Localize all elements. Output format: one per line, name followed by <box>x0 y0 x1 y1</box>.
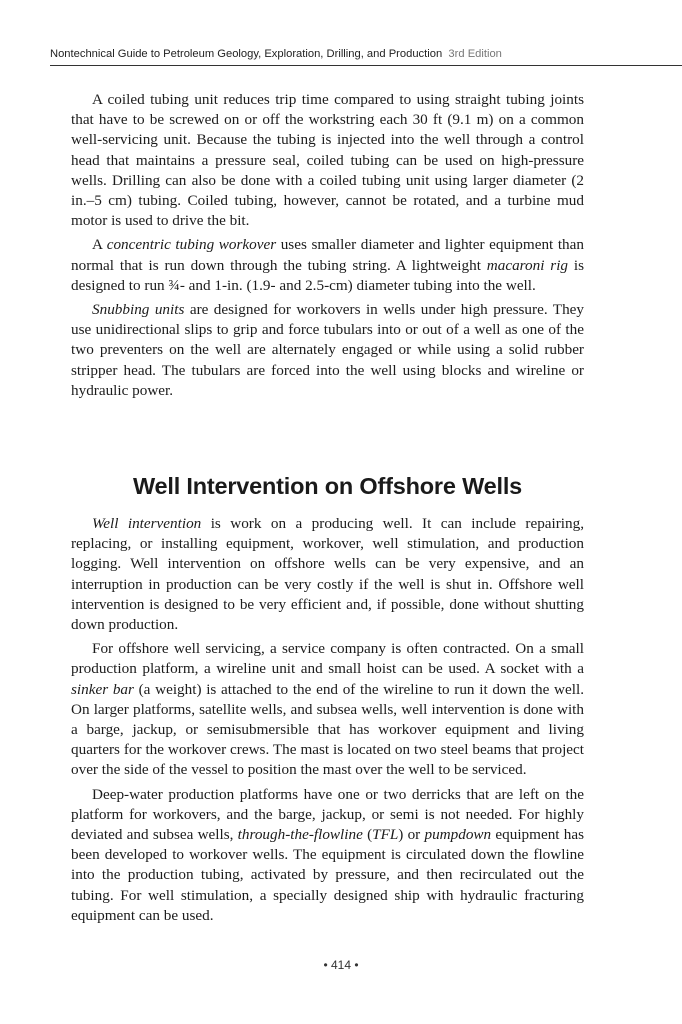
paragraph-coiled-tubing: A coiled tubing unit reduces trip time compared to using straight tubing joints that have to be screwed on or off the workstring each 30 ft (9.1 m) on a common well-servicing unit. Because the tubing is injected into the well through a control head that maintains a pressure seal, coiled tubing can be used on high-pressure wells. Drilling can also be done with a coiled tubing unit using larger diameter (2 in.–5 cm) tubing. Coiled tubing, however, cannot be rotated, and a turbine mud motor is used to drive the bit. <box>71 91 584 230</box>
page-number: • 414 • <box>323 958 359 972</box>
text-run: uses smaller diameter and lighter equipment than normal that is run down through the tubing string. A lightweight <box>71 236 584 274</box>
text-run: (a weight) is attached to the end of the wireline to run it down the well. On larger platforms, satellite wells, and subsea wells, well intervention is done with a barge, jackup, or semisubmersible that has workover equipment and living quarters for the workover crews. The mast is located on two steel beams that project over the side of the vessel to position the mast over the well to be serviced. <box>71 680 585 779</box>
paragraph-concentric-tubing <box>71 235 584 296</box>
italic-term: Well intervention <box>92 515 202 532</box>
section-heading: Well Intervention on Offshore Wells <box>132 473 523 499</box>
italic-term: sinker bar <box>71 680 134 698</box>
italic-term: pumpdown <box>424 826 492 844</box>
running-head-edition: 3rd Edition <box>448 48 502 60</box>
paragraph-well-intervention <box>71 514 584 635</box>
paragraph-offshore-servicing <box>71 639 584 780</box>
paragraph-snubbing-units <box>71 300 584 401</box>
italic-term: TFL <box>372 826 399 844</box>
text-run: ( <box>362 826 373 844</box>
running-head-title: Nontechnical Guide to Petroleum Geology, Exploration, Drilling, and Production <box>50 48 443 60</box>
text-run: ) or <box>398 826 425 844</box>
italic-term: concentric tubing workover <box>106 236 277 254</box>
text-run: are designed for workovers in wells under high pressure. They use unidirectional slips to grip and force tubulars into or out of a well as one of the two preventers on the well are alternately engaged or while using a solid rubber stripper head. The tubulars are forced into the well using blocks and wireline or hydraulic power. <box>71 301 584 399</box>
paragraph-deep-water-platforms <box>71 785 584 926</box>
italic-term: macaroni rig <box>486 256 569 274</box>
text-run: Deep-water production platforms have one or two derricks that are left on the platform for workovers, and the barge, jackup, or semi is not needed. For highly deviated and subsea wells, <box>71 785 584 844</box>
text-run: is work on a producing well. It can include repairing, replacing, or installing equipment, workover, well stimulation, and production logging. Well intervention on offshore wells can be very expensive, and an interruption in production can be very costly if the well is shut in. Offshore well intervention is designed to be very efficient and, if possible, done without shutting down production. <box>71 515 585 634</box>
header-divider <box>50 65 682 66</box>
italic-term: through-the-flowline <box>237 826 363 844</box>
italic-term: Snubbing units <box>92 301 185 319</box>
text-run: equipment has been developed to workover wells. The equipment is circulated down the flowline into the production tubing, activated by pressure, and then recirculated out the tubing. For well stimulation, a specially designed ship with hydraulic fracturing equipment can be used. <box>71 826 584 924</box>
text-run: A <box>92 236 107 254</box>
text-run: For offshore well servicing, a service company is often contracted. On a small production platform, a wireline unit and small hoist can be used. A socket with a <box>71 640 584 678</box>
running-head <box>50 48 682 60</box>
text-run: is designed to run ¾- and 1-in. (1.9- and 2.5-cm) diameter tubing into the well. <box>71 256 584 294</box>
section-text-block <box>71 514 584 930</box>
top-text-block <box>71 90 584 405</box>
